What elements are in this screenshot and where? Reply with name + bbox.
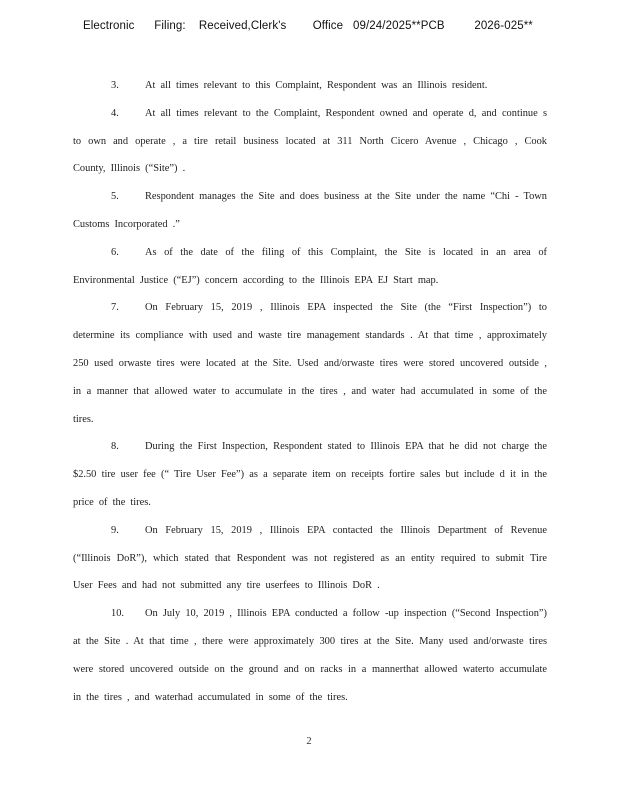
numbered-paragraph bbox=[73, 294, 547, 433]
paragraph-number: 8. bbox=[111, 441, 119, 453]
paragraph-text: On July 10, 2019 , Illinois EPA conducted a follow -up inspection (“Second Inspection”) at the Site . At that time , there were approximately 300 tires at the Site. Many used and/orwaste tires were stored uncovered outside on the ground and on racks in a mannerthat allowed waterto accumulate in the tires , and waterhad accumulated in some of the tires. bbox=[73, 608, 547, 703]
paragraph-text: During the First Inspection, Respondent stated to Illinois EPA that he did not charge the $2.50 tire user fee (“ Tire User Fee”) as a separate item on receipts fortire sales but include d it in the price of the tires. bbox=[73, 441, 547, 508]
paragraph-number: 7. bbox=[111, 302, 119, 314]
numbered-paragraph bbox=[73, 433, 547, 516]
numbered-paragraph bbox=[73, 183, 547, 239]
numbered-paragraph bbox=[73, 100, 547, 183]
numbered-paragraph bbox=[73, 517, 547, 600]
paragraph-number: 9. bbox=[111, 524, 119, 536]
paragraph-text: On February 15, 2019 , Illinois EPA contacted the Illinois Department of Revenue (“Illinois DoR”), which stated that Respondent was not registered as an entity required to submit Tire User Fees and had not submitted any tire userfees to Illinois DoR . bbox=[73, 524, 547, 592]
paragraph-number: 10. bbox=[111, 608, 124, 620]
filing-stamp-header: Electronic Filing: Received,Clerk's Office 09/24/2025**PCB 2026-025** bbox=[83, 20, 533, 32]
paragraph-number: 6. bbox=[111, 246, 119, 258]
paragraph-text: At all times relevant to this Complaint, Respondent was an Illinois resident. bbox=[145, 80, 488, 91]
paragraph-number: 5. bbox=[111, 191, 119, 203]
numbered-paragraph bbox=[73, 72, 547, 100]
paragraph-number: 4. bbox=[111, 107, 119, 119]
paragraph-number: 3. bbox=[111, 80, 119, 91]
page-number: 2 bbox=[306, 736, 312, 747]
paragraph-text: On February 15, 2019 , Illinois EPA inspected the Site (the “First Inspection”) to determine its compliance with used and waste tire management standards . At that time , approximately 250 used orwaste tires were located at the Site. Used and/orwaste tires were stored uncovered outside , in a manner that allowed water to accumulate in the tires , and water had accumulated in some of the tires. bbox=[73, 302, 547, 425]
paragraph-text: At all times relevant to the Complaint, Respondent owned and operate d, and continue s to own and operate , a tire retail business located at 311 North Cicero Avenue , Chicago , Cook County, Illinois (“Site”) . bbox=[73, 107, 547, 175]
paragraph-text: As of the date of the filing of this Complaint, the Site is located in an area of Environmental Justice (“EJ”) concern according to the Illinois EPA EJ Start map. bbox=[73, 246, 547, 286]
numbered-paragraph bbox=[73, 239, 547, 295]
document-body bbox=[73, 72, 547, 711]
paragraph-text: Respondent manages the Site and does business at the Site under the name “Chi - Town Customs Incorporated .” bbox=[73, 191, 547, 230]
numbered-paragraph bbox=[73, 600, 547, 711]
